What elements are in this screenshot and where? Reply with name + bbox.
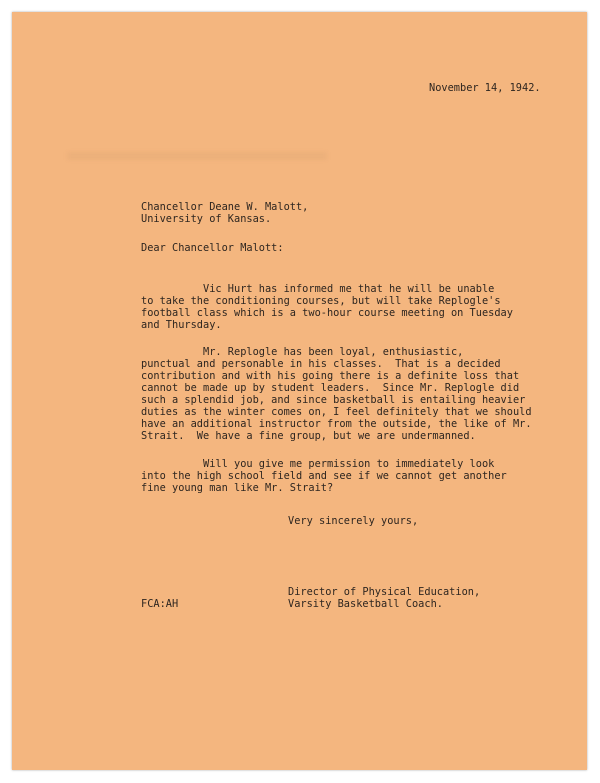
- paragraph-3-line-3: fine young man like Mr. Strait?: [141, 482, 334, 494]
- letter-date: November 14, 1942.: [429, 82, 541, 94]
- signature-title-1: Director of Physical Education,: [288, 586, 481, 598]
- letter-page: [12, 12, 587, 770]
- paragraph-1-line-3: football class which is a two-hour course meeting on Tuesday: [141, 307, 513, 319]
- paragraph-2-line-3: contribution and with his going there is a definite loss that: [141, 370, 520, 382]
- faint-smudge: [67, 152, 327, 160]
- signature-title-2: Varsity Basketball Coach.: [288, 598, 443, 610]
- paragraph-1-line-1: Vic Hurt has informed me that he will be unable: [141, 283, 495, 295]
- closing: Very sincerely yours,: [288, 515, 419, 527]
- paragraph-2-line-2: punctual and personable in his classes. That is a decided: [141, 358, 501, 370]
- paragraph-2-line-1: Mr. Replogle has been loyal, enthusiastic,: [141, 346, 464, 358]
- paragraph-2-line-7: have an additional instructor from the outside, the like of Mr.: [141, 418, 532, 430]
- recipient-line-1: Chancellor Deane W. Malott,: [141, 201, 309, 213]
- paragraph-1-line-2: to take the conditioning courses, but will take Replogle's: [141, 295, 501, 307]
- paragraph-3-line-1: Will you give me permission to immediately look: [141, 458, 495, 470]
- reference-initials: FCA:AH: [141, 598, 179, 610]
- paragraph-2-line-5: such a splendid job, and since basketball is entailing heavier: [141, 394, 526, 406]
- paragraph-3-line-2: into the high school field and see if we cannot get another: [141, 470, 507, 482]
- paragraph-2-line-8: Strait. We have a fine group, but we are undermanned.: [141, 430, 476, 442]
- recipient-line-2: University of Kansas.: [141, 213, 272, 225]
- paragraph-2-line-4: cannot be made up by student leaders. Since Mr. Replogle did: [141, 382, 520, 394]
- salutation: Dear Chancellor Malott:: [141, 242, 284, 254]
- paragraph-2-line-6: duties as the winter comes on, I feel definitely that we should: [141, 406, 532, 418]
- paragraph-1-line-4: and Thursday.: [141, 319, 222, 331]
